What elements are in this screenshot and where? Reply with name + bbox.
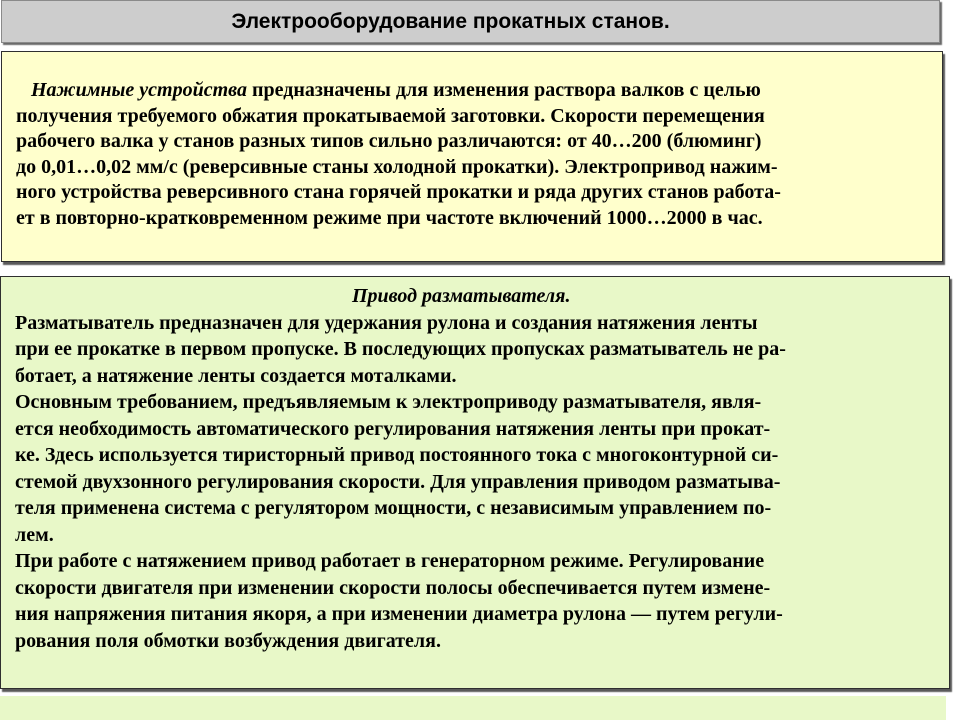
text-line: скорости двигателя при изменении скорости полосы обеспечивается путем измене-	[15, 576, 771, 599]
slide-title-bar	[1, 0, 940, 43]
pressure-devices-textbox	[1, 51, 943, 262]
text-line: ке. Здесь используется тиристорный привод постоянного тока с многоконтурной си-	[15, 444, 779, 466]
text-line: Основным требованием, предъявляемым к электроприводу разматывателя, явля-	[15, 391, 762, 413]
text-line: ния напряжения питания якоря, а при изменении диаметра рулона — путем регули-	[15, 603, 783, 625]
text-line: ного устройства реверсивного стана горячей прокатки и ряда других станов работа-	[16, 181, 781, 203]
bottom-decorative-strip	[0, 696, 946, 720]
text-line: Разматыватель предназначен для удержания рулона и создания натяжения ленты	[15, 311, 758, 334]
text-line: ботает, а натяжение ленты создается моталками.	[15, 364, 457, 387]
slide-title: Электрооборудование прокатных станов.	[231, 9, 670, 33]
text-line: получения требуемого обжатия прокатываемой заготовки. Скорости перемещения	[16, 104, 765, 127]
text-line: рования поля обмотки возбуждения двигателя.	[15, 629, 441, 652]
text-line: стемой двухзонного регулирования скорости. Для управления приводом разматыва-	[15, 470, 781, 493]
text-line: теля применена система с регулятором мощности, с независимым управлением по-	[15, 497, 772, 519]
text-line: При работе с натяжением привод работает в генераторном режиме. Регулирование	[15, 550, 765, 572]
section-heading: Привод разматывателя.	[352, 285, 571, 307]
text-line-rest: предназначены для изменения раствора валков с целью	[246, 79, 761, 101]
text-line: лем.	[15, 523, 54, 546]
uncoiler-drive-textbox	[0, 276, 950, 689]
text-line: до 0,01…0,02 мм/с (реверсивные станы холодной прокатки). Электропривод нажим-	[16, 155, 778, 178]
text-line: рабочего валка у станов разных типов сильно различаются: от 40…200 (блюминг)	[16, 130, 762, 152]
text-line: при ее прокатке в первом пропуске. В последующих пропусках разматыватель не ра-	[15, 338, 786, 360]
lead-term: Нажимные устройства	[31, 79, 247, 101]
text-line: ется необходимость автоматического регулирования натяжения ленты при прокат-	[15, 417, 771, 440]
text-line	[16, 78, 920, 104]
text-line: ет в повторно-кратковременном режиме при частоте включений 1000…2000 в час.	[16, 206, 763, 229]
